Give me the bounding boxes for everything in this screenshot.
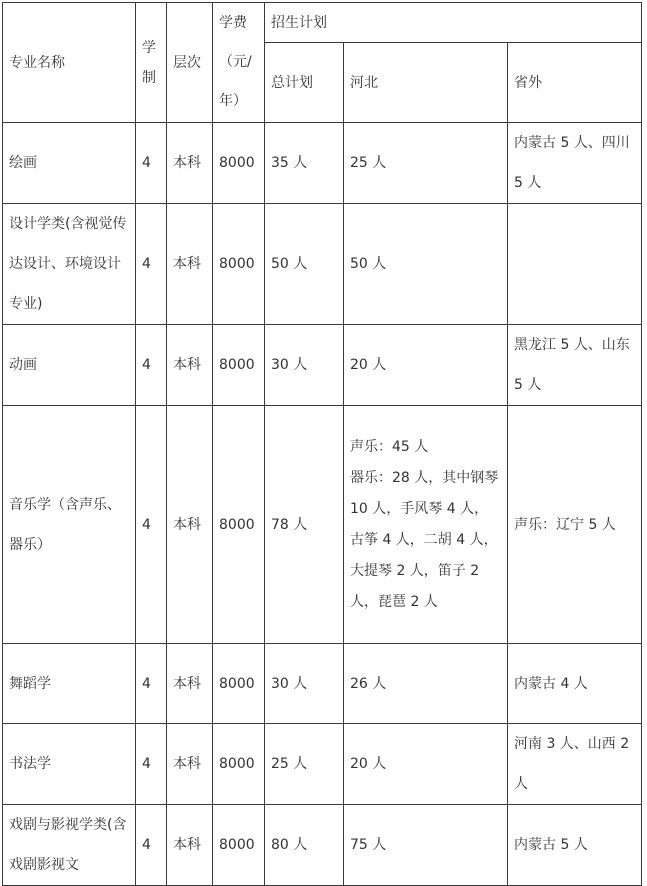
cell-total: 50 人 xyxy=(265,204,344,325)
cell-fee: 8000 xyxy=(213,406,265,644)
cell-outside xyxy=(508,204,642,325)
cell-outside: 内蒙古 4 人 xyxy=(508,644,642,724)
cell-duration: 4 xyxy=(136,204,167,325)
cell-total: 80 人 xyxy=(265,805,344,886)
header-outside: 省外 xyxy=(508,43,642,123)
table-row xyxy=(3,325,642,406)
cell-duration: 4 xyxy=(136,123,167,204)
cell-hebei: 26 人 xyxy=(344,644,508,724)
cell-outside: 河南 3 人、山西 2 人 xyxy=(508,724,642,805)
cell-outside: 内蒙古 5 人、四川 5 人 xyxy=(508,123,642,204)
cell-major: 戏剧与影视学类(含戏剧影视文 xyxy=(3,805,136,886)
cell-level: 本科 xyxy=(167,724,213,805)
cell-total: 25 人 xyxy=(265,724,344,805)
cell-outside: 内蒙古 5 人 xyxy=(508,805,642,886)
table-row xyxy=(3,204,642,325)
cell-major: 书法学 xyxy=(3,724,136,805)
cell-duration: 4 xyxy=(136,724,167,805)
cell-level: 本科 xyxy=(167,123,213,204)
table-row xyxy=(3,644,642,724)
header-total: 总计划 xyxy=(265,43,344,123)
cell-duration: 4 xyxy=(136,406,167,644)
cell-fee: 8000 xyxy=(213,805,265,886)
header-plan: 招生计划 xyxy=(265,3,642,43)
cell-fee: 8000 xyxy=(213,724,265,805)
header-major: 专业名称 xyxy=(3,3,136,123)
header-fee: 学费（元/年） xyxy=(213,3,265,123)
cell-duration: 4 xyxy=(136,644,167,724)
cell-level: 本科 xyxy=(167,805,213,886)
cell-major: 舞蹈学 xyxy=(3,644,136,724)
cell-total: 30 人 xyxy=(265,325,344,406)
cell-duration: 4 xyxy=(136,805,167,886)
header-level: 层次 xyxy=(167,3,213,123)
cell-fee: 8000 xyxy=(213,325,265,406)
cell-hebei: 50 人 xyxy=(344,204,508,325)
cell-major: 绘画 xyxy=(3,123,136,204)
cell-level: 本科 xyxy=(167,204,213,325)
cell-level: 本科 xyxy=(167,325,213,406)
enrollment-table xyxy=(2,2,642,886)
cell-outside: 声乐：辽宁 5 人 xyxy=(508,406,642,644)
cell-duration: 4 xyxy=(136,325,167,406)
table-row xyxy=(3,724,642,805)
table-row xyxy=(3,805,642,886)
table-row xyxy=(3,123,642,204)
cell-outside: 黑龙江 5 人、山东 5 人 xyxy=(508,325,642,406)
cell-major: 设计学类(含视觉传达设计、环境设计专业) xyxy=(3,204,136,325)
cell-hebei: 20 人 xyxy=(344,724,508,805)
header-duration: 学制 xyxy=(136,3,167,123)
cell-hebei: 75 人 xyxy=(344,805,508,886)
header-hebei: 河北 xyxy=(344,43,508,123)
cell-major: 动画 xyxy=(3,325,136,406)
table-row xyxy=(3,406,642,644)
cell-fee: 8000 xyxy=(213,644,265,724)
cell-fee: 8000 xyxy=(213,204,265,325)
cell-total: 78 人 xyxy=(265,406,344,644)
cell-hebei: 20 人 xyxy=(344,325,508,406)
cell-hebei: 声乐：45 人 器乐：28 人，其中钢琴 10 人，手风琴 4 人，古筝 4 人，二胡 4 人，大提琴 2 人，笛子 2 人，琵琶 2 人 xyxy=(344,406,508,644)
cell-fee: 8000 xyxy=(213,123,265,204)
cell-level: 本科 xyxy=(167,406,213,644)
cell-hebei: 25 人 xyxy=(344,123,508,204)
cell-major: 音乐学（含声乐、器乐） xyxy=(3,406,136,644)
cell-total: 35 人 xyxy=(265,123,344,204)
cell-level: 本科 xyxy=(167,644,213,724)
cell-total: 30 人 xyxy=(265,644,344,724)
